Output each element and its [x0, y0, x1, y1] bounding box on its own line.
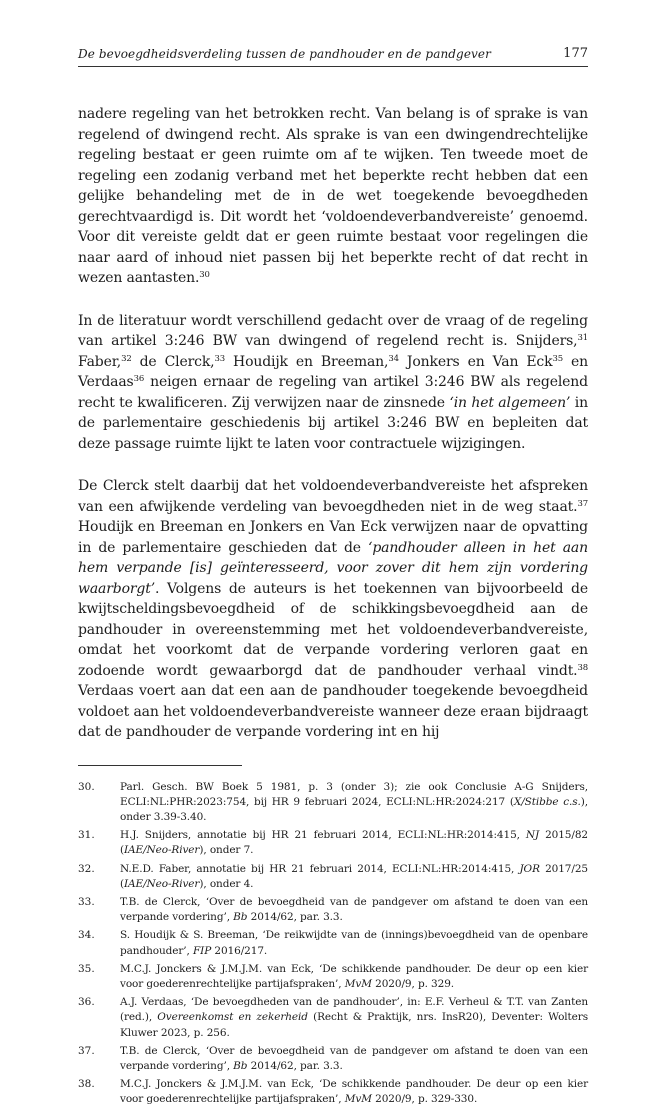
- text-run: M.C.J. Jonckers & J.M.J.M. van Eck, ‘De schikkende pandhouder. De deur op een kier voor goederenrechtelijke partijafspraken’,: [120, 962, 588, 990]
- body-text: [78, 104, 588, 743]
- footnote-text: [120, 1077, 588, 1107]
- text-run: ), onder 4.: [199, 877, 254, 890]
- text-run: S. Houdijk & S. Breeman, ‘De reikwijdte van de (innings)bevoegdheid van de openbare pandhouder’,: [120, 929, 588, 957]
- italic-text-run: Overeenkomst en zekerheid: [157, 1011, 308, 1024]
- footnote-number: 30.: [78, 780, 95, 793]
- italic-text-run: ‘in het algemeen’: [449, 394, 571, 411]
- text-run: Parl. Gesch. BW Boek 5 1981, p. 3 (onder 3); zie ook Conclusie A-G Snijders, ECLI:NL:PHR:2023:754, bij HR 9 februari 2024, ECLI:NL:HR:2024:217 (: [120, 780, 588, 808]
- footnote-text: [120, 828, 588, 858]
- footnote-reference[interactable]: 35: [552, 353, 563, 364]
- paragraph: [78, 311, 588, 455]
- footnote-number: 38.: [78, 1078, 95, 1091]
- footnotes: [78, 780, 588, 1108]
- text-run: 2020/9, p. 329-330.: [371, 1093, 478, 1106]
- text-run: Verdaas voert aan dat een aan de pandhouder toegekende bevoegdheid voldoet aan het voldoendeverbandvereiste wanneer deze eraan bijdraagt dat de pandhouder de verpande vordering int en hij: [78, 683, 588, 740]
- footnote-text: [120, 928, 588, 958]
- footnote: [78, 1077, 588, 1107]
- footnote-text: [120, 1044, 588, 1074]
- text-run: Jonkers en Van Eck: [398, 353, 553, 370]
- footnote-reference[interactable]: 37: [577, 498, 588, 509]
- footnote-number: 32.: [78, 862, 95, 875]
- text-run: nadere regeling van het betrokken recht. Van belang is of sprake is van regelend of dwingend recht. Als sprake is van een dwingendrechtelijke regeling bestaat er geen ruimte om af te wijken. Ten tweede moet de regeling een zodanig verband met het beperkte recht hebben dat een gelijke behandeling met de in de wet toegekende bevoegdheden gerechtvaardigd is. Dit wordt het ‘voldoendeverbandvereiste’ genoemd. Voor dit vereiste geldt dat er geen ruimte bestaat voor regelingen die naar aard of inhoud niet passen bij het beperkte recht of dat recht in wezen aantasten.: [78, 106, 588, 286]
- footnote-reference[interactable]: 32: [121, 353, 132, 364]
- footnote-reference[interactable]: 34: [388, 353, 399, 364]
- footnote: [78, 862, 588, 892]
- text-run: Houdijk en Breeman,: [225, 353, 389, 370]
- footnote-number: 37.: [78, 1044, 95, 1057]
- footnote: [78, 895, 588, 925]
- italic-text-run: NJ: [525, 829, 540, 842]
- italic-text-run: MvM: [344, 1093, 372, 1106]
- italic-text-run: MvM: [344, 977, 372, 990]
- italic-text-run: IAE/Neo-River: [124, 844, 200, 857]
- text-run: Houdijk en Breeman en Jonkers en Van Eck verwijzen naar de opvatting in de parlementaire geschieden dat de: [78, 519, 588, 556]
- footnote-number: 35.: [78, 962, 95, 975]
- footnote: [78, 1044, 588, 1074]
- italic-text-run: JOR: [519, 862, 540, 875]
- footnote-reference[interactable]: 36: [133, 374, 145, 384]
- italic-text-run: IAE/Neo-River: [124, 877, 200, 890]
- text-run: M.C.J. Jonckers & J.M.J.M. van Eck, ‘De schikkende pandhouder. De deur op een kier voor goederenrechtelijke partijafspraken’,: [120, 1078, 588, 1106]
- paragraph: [78, 476, 588, 743]
- footnote-number: 33.: [78, 895, 95, 908]
- italic-text-run: Bb: [233, 1059, 248, 1072]
- text-run: . Volgens de auteurs is het toekennen van bijvoorbeeld de kwijtscheldingsbevoegdheid of de schikkingsbevoegdheid aan de pandhouder in overeenstemming met het voldoendeverbandvereiste, omdat het voorkomt dat de verpande vordering verloren gaat en zodoende wordt gewaarborgd dat de pandhouder verhaal vindt.: [78, 580, 588, 679]
- text-run: 2016/217.: [211, 944, 268, 957]
- footnote-number: 36.: [78, 996, 95, 1009]
- footnote-text: [120, 862, 588, 892]
- footnote-text: [120, 895, 588, 925]
- text-run: ), onder 3.39-3.40.: [120, 795, 588, 823]
- text-run: N.E.D. Faber, annotatie bij HR 21 februari 2014, ECLI:NL:HR:2014:415,: [120, 862, 520, 875]
- footnote-reference[interactable]: 30: [199, 270, 210, 280]
- text-run: H.J. Snijders, annotatie bij HR 21 februari 2014, ECLI:NL:HR:2014:415,: [120, 829, 526, 842]
- text-run: 2014/62, par. 3.3.: [247, 1059, 343, 1072]
- italic-text-run: FIP: [192, 944, 212, 957]
- text-run: in de parlementaire geschiedenis bij artikel 3:246 BW en bepleiten dat deze passage ruimte lijkt te laten voor contractuele wijzigingen.: [78, 394, 589, 452]
- text-run: ), onder 7.: [199, 844, 254, 857]
- footnote-number: 34.: [78, 929, 95, 942]
- running-title: De bevoegdheidsverdeling tussen de pandhouder en de pandgever: [78, 47, 491, 61]
- footnote: [78, 928, 588, 958]
- footnote-divider: [78, 765, 242, 766]
- footnote: [78, 828, 588, 858]
- text-run: en Verdaas: [78, 353, 588, 390]
- footnote-reference[interactable]: 38: [577, 662, 588, 673]
- italic-text-run: ‘pandhouder alleen in het aan hem verpande [is] geïnteresseerd, voor zover dit hem zijn vordering waarborgt’: [78, 539, 588, 597]
- italic-text-run: Bb: [233, 911, 248, 924]
- page-number: 177: [563, 46, 588, 61]
- footnote: [78, 962, 588, 992]
- text-run: 2015/82 (: [120, 829, 588, 857]
- text-run: Faber,: [78, 353, 122, 370]
- text-run: T.B. de Clerck, ‘Over de bevoegdheid van de pandgever om afstand te doen van een verpande vordering’,: [120, 895, 588, 924]
- text-run: 2020/9, p. 329.: [371, 977, 455, 990]
- running-header: [78, 46, 588, 67]
- text-run: T.B. de Clerck, ‘Over de bevoegdheid van de pandgever om afstand te doen van een verpande vordering’,: [120, 1044, 588, 1072]
- footnote-reference[interactable]: 31: [577, 333, 588, 343]
- text-run: In de literatuur wordt verschillend gedacht over de vraag of de regeling van artikel 3:246 BW van dwingend of regelend recht is. Snijders,: [78, 312, 588, 349]
- document-page: [78, 46, 588, 1111]
- text-run: De Clerck stelt daarbij dat het voldoendeverbandvereiste het afspreken van een afwijkende verdeling van bevoegdheden niet in de weg staat.: [78, 478, 588, 515]
- text-run: neigen ernaar de regeling van artikel 3:246 BW als regelend recht te kwalificeren. Zij verwijzen naar de zinsnede: [78, 374, 588, 411]
- text-run: 2014/62, par. 3.3.: [247, 911, 343, 924]
- footnote-text: [120, 780, 588, 826]
- text-run: 2017/25 (: [120, 862, 588, 890]
- text-run: (Recht & Praktijk, nrs. InsR20), Deventer: Wolters Kluwer 2023, p. 256.: [120, 1011, 588, 1039]
- text-run: de Clerck,: [131, 353, 215, 370]
- text-run: A.J. Verdaas, ‘De bevoegdheden van de pandhouder’, in: E.F. Verheul & T.T. van Zanten (red.),: [120, 996, 588, 1024]
- footnote-number: 31.: [78, 829, 95, 842]
- footnote-text: [120, 962, 588, 992]
- footnote: [78, 780, 588, 826]
- footnote: [78, 995, 588, 1041]
- italic-text-run: X/Stibbe c.s.: [513, 795, 581, 808]
- footnote-reference[interactable]: 33: [214, 353, 225, 364]
- paragraph: [78, 104, 588, 289]
- footnote-text: [120, 995, 588, 1041]
